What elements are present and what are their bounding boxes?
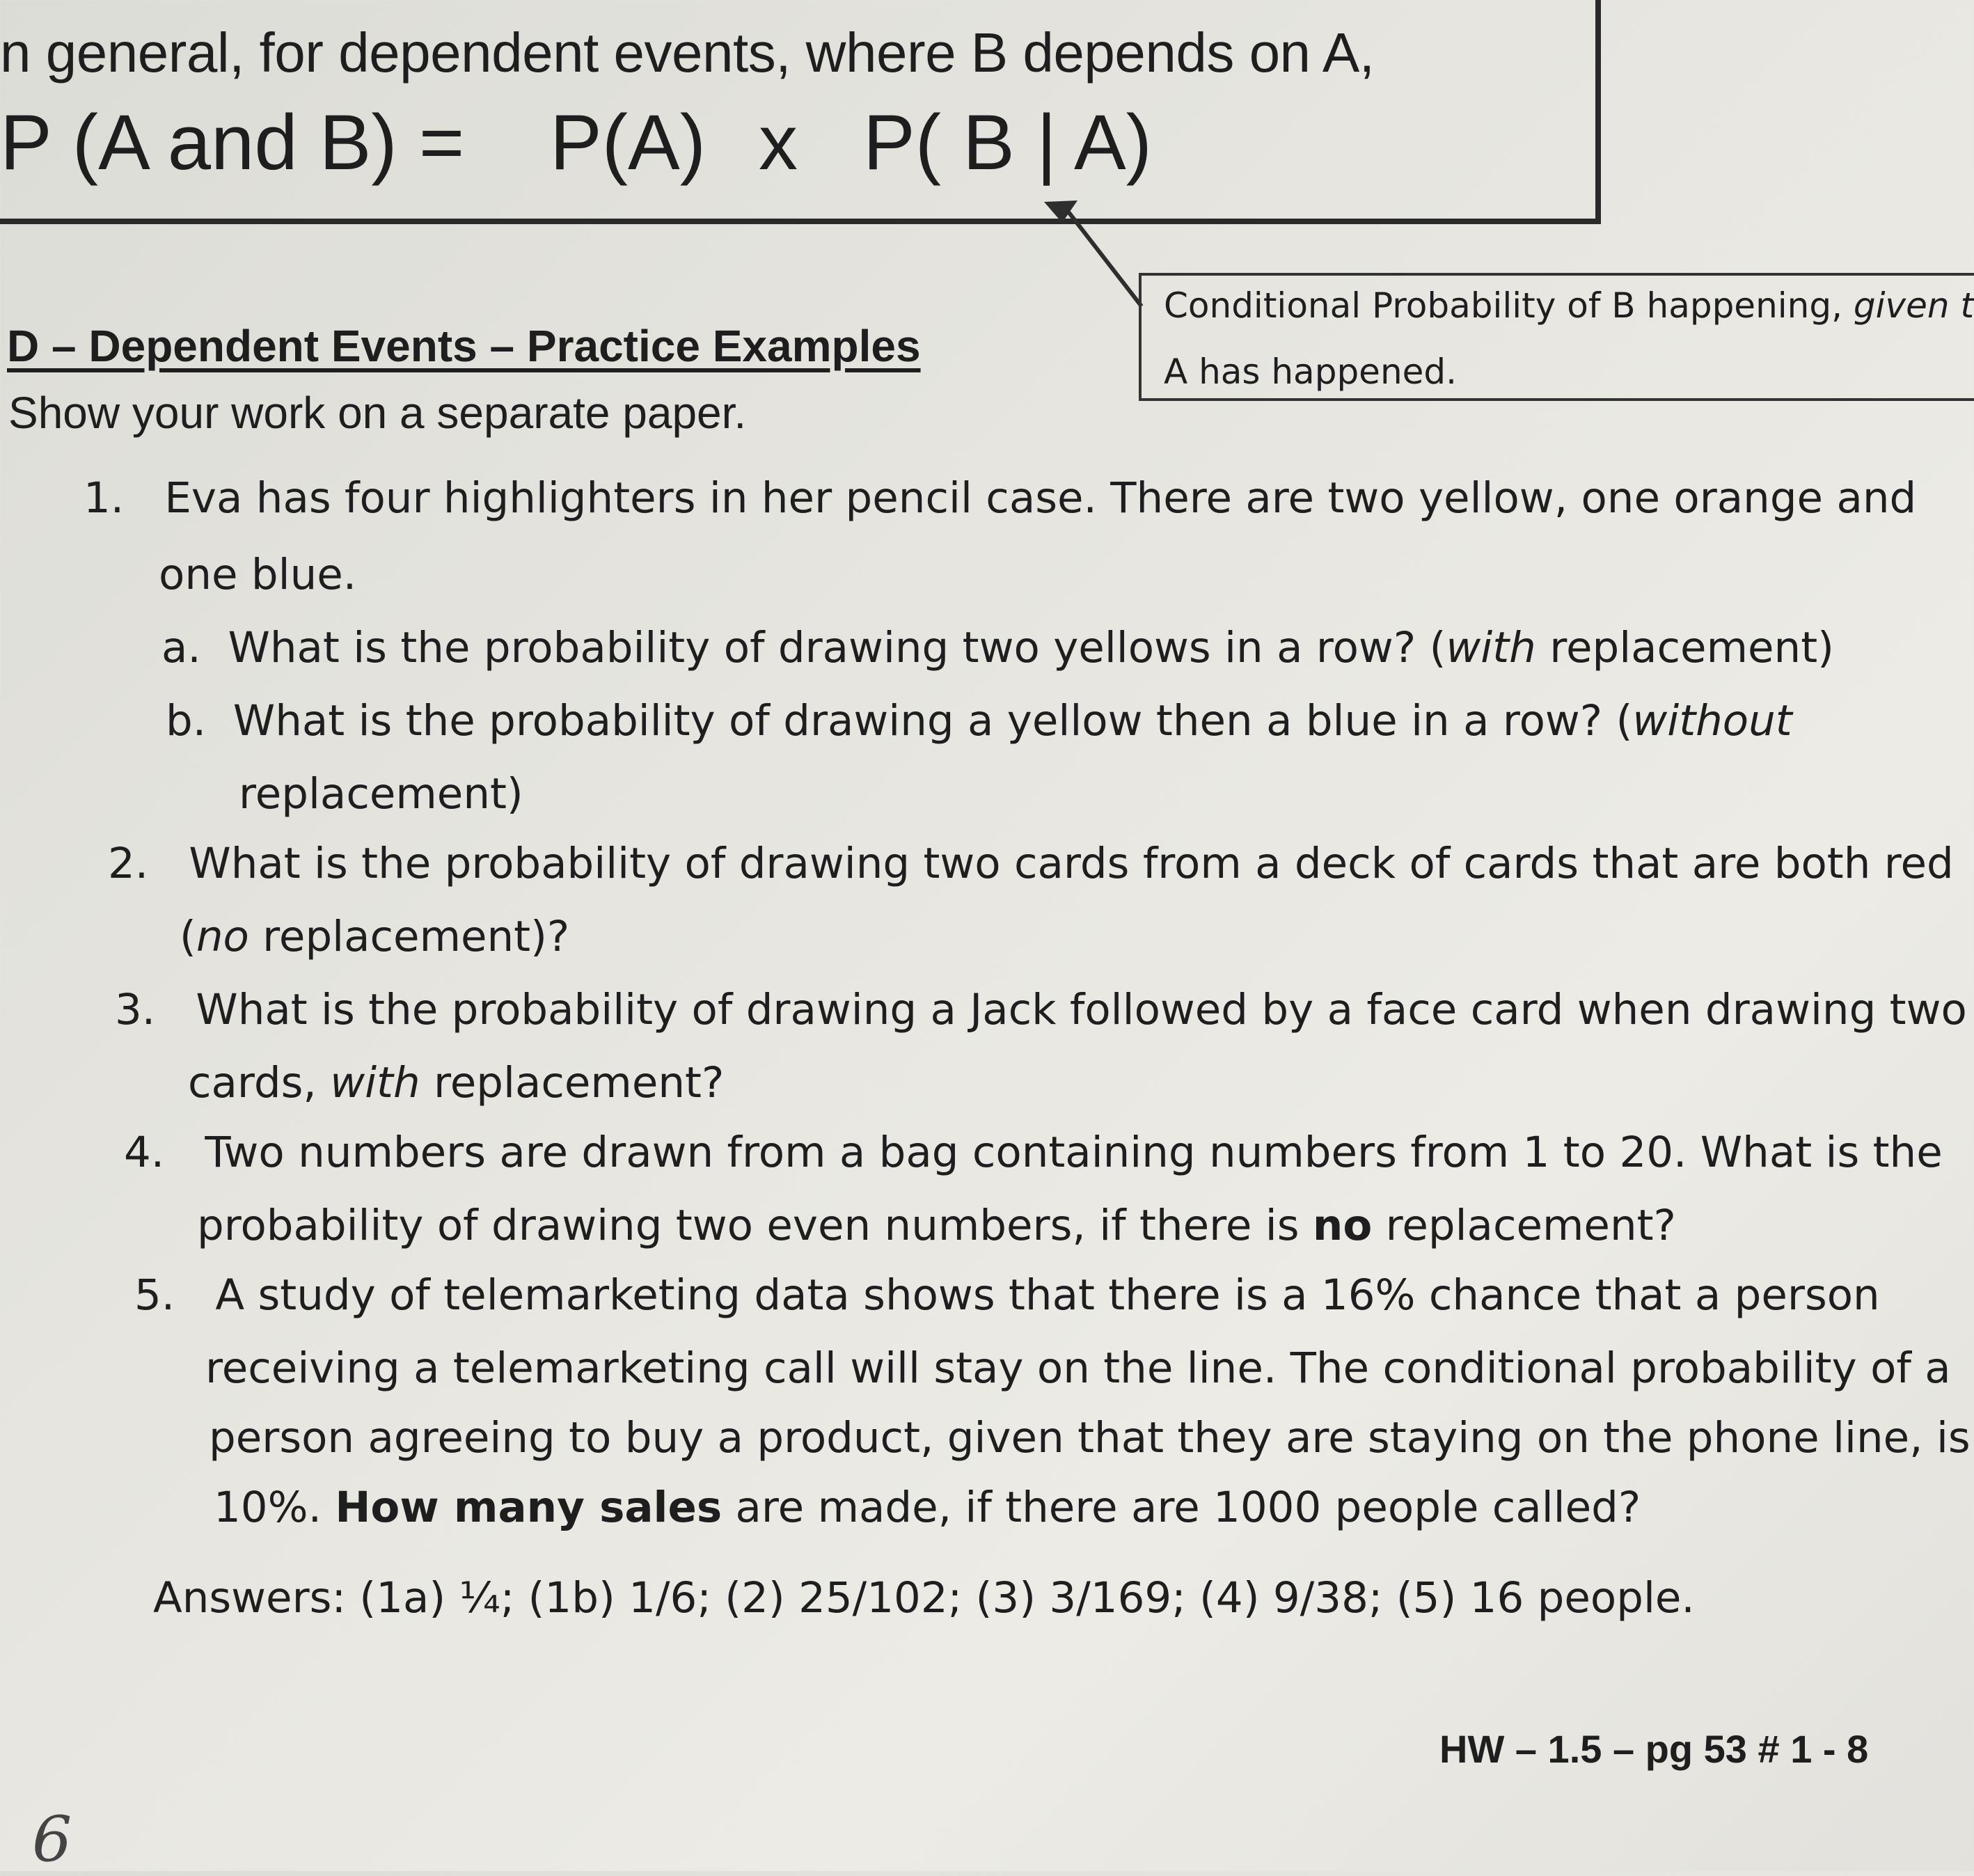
question-2-italic: no: [196, 912, 249, 961]
question-1b-label: b.: [166, 696, 207, 746]
question-4-line-2: [197, 1201, 1676, 1250]
question-5-text: A study of telemarketing data shows that there is a 16% chance that a person: [215, 1270, 1880, 1320]
question-1-line-2: one blue.: [159, 550, 357, 599]
question-2-tail: replacement)?: [248, 912, 570, 961]
question-4-line-1: [124, 1128, 1943, 1177]
question-1b-text: What is the probability of drawing a yellow then a blue in a row? (: [232, 696, 1633, 746]
formula-intro: n general, for dependent events, where B depends on A,: [0, 22, 1375, 84]
question-3-tail: replacement?: [420, 1058, 725, 1108]
section-heading: D – Dependent Events – Practice Examples: [7, 321, 921, 371]
question-3-line-1: [115, 985, 1967, 1034]
question-1-line-1: [84, 473, 1916, 523]
question-2-text: What is the probability of drawing two cards from a deck of cards that are both red: [189, 839, 1954, 888]
question-5-line-1: [134, 1270, 1880, 1320]
question-2-line-1: [108, 839, 1954, 888]
question-1a-label: a.: [161, 623, 201, 672]
question-1a-tail: replacement): [1535, 623, 1834, 672]
question-5-tail: are made, if there are 1000 people called?: [722, 1483, 1641, 1532]
formula-p-b-given-a: P( B | A): [863, 99, 1152, 186]
question-3-head: cards,: [188, 1058, 331, 1108]
answers-line: Answers: (1a) ¼; (1b) 1/6; (2) 25/102; (3) 3/169; (4) 9/38; (5) 16 people.: [153, 1573, 1695, 1623]
question-1a-italic: with: [1446, 623, 1536, 672]
question-3-line-2: [188, 1058, 724, 1108]
question-1-number: 1.: [84, 473, 125, 523]
question-2-number: 2.: [108, 839, 149, 888]
callout-line-1: [1164, 285, 1974, 326]
question-5-number: 5.: [134, 1270, 175, 1320]
question-1a: [161, 623, 1834, 672]
question-3-text: What is the probability of drawing a Jack followed by a face card when drawing two: [196, 985, 1967, 1034]
formula-p-a: P(A): [550, 99, 706, 186]
question-5-line-3: person agreeing to buy a product, given that they are staying on the phone line, is: [209, 1413, 1971, 1463]
question-1b-italic: without: [1632, 696, 1792, 746]
callout-line-1-italic: given t: [1853, 285, 1974, 326]
question-1b-line-2: replacement): [239, 769, 523, 819]
formula-times-sign: x: [759, 99, 798, 186]
question-3-number: 3.: [115, 985, 156, 1034]
question-3-italic: with: [330, 1058, 420, 1108]
handwritten-page-mark: 6: [32, 1803, 72, 1876]
homework-note: HW – 1.5 – pg 53 # 1 - 8: [1439, 1727, 1869, 1771]
question-5-line-4: [214, 1483, 1641, 1532]
question-4-number: 4.: [124, 1128, 165, 1177]
question-2-line-2: [180, 912, 569, 961]
callout-line-2: A has happened.: [1164, 352, 1458, 392]
question-4-text: Two numbers are drawn from a bag containing numbers from 1 to 20. What is the: [205, 1128, 1943, 1177]
question-4-head: probability of drawing two even numbers, if there is: [197, 1201, 1313, 1250]
question-1a-text: What is the probability of drawing two yellows in a row? (: [228, 623, 1446, 672]
question-5-line-2: receiving a telemarketing call will stay on the line. The conditional probability of a: [205, 1343, 1951, 1393]
section-subtitle: Show your work on a separate paper.: [8, 388, 747, 438]
question-2-open: (: [180, 912, 196, 961]
question-5-bold: How many sales: [335, 1483, 723, 1532]
question-5-head: 10%.: [214, 1483, 335, 1532]
question-4-tail: replacement?: [1372, 1201, 1676, 1250]
callout-line-1-main: Conditional Probability of B happening,: [1164, 285, 1854, 326]
question-1-text: Eva has four highlighters in her pencil case. There are two yellow, one orange and: [164, 473, 1917, 523]
formula-lhs: P (A and B) =: [0, 99, 465, 186]
question-1b-line-1: [166, 696, 1792, 746]
question-4-bold: no: [1312, 1201, 1373, 1250]
